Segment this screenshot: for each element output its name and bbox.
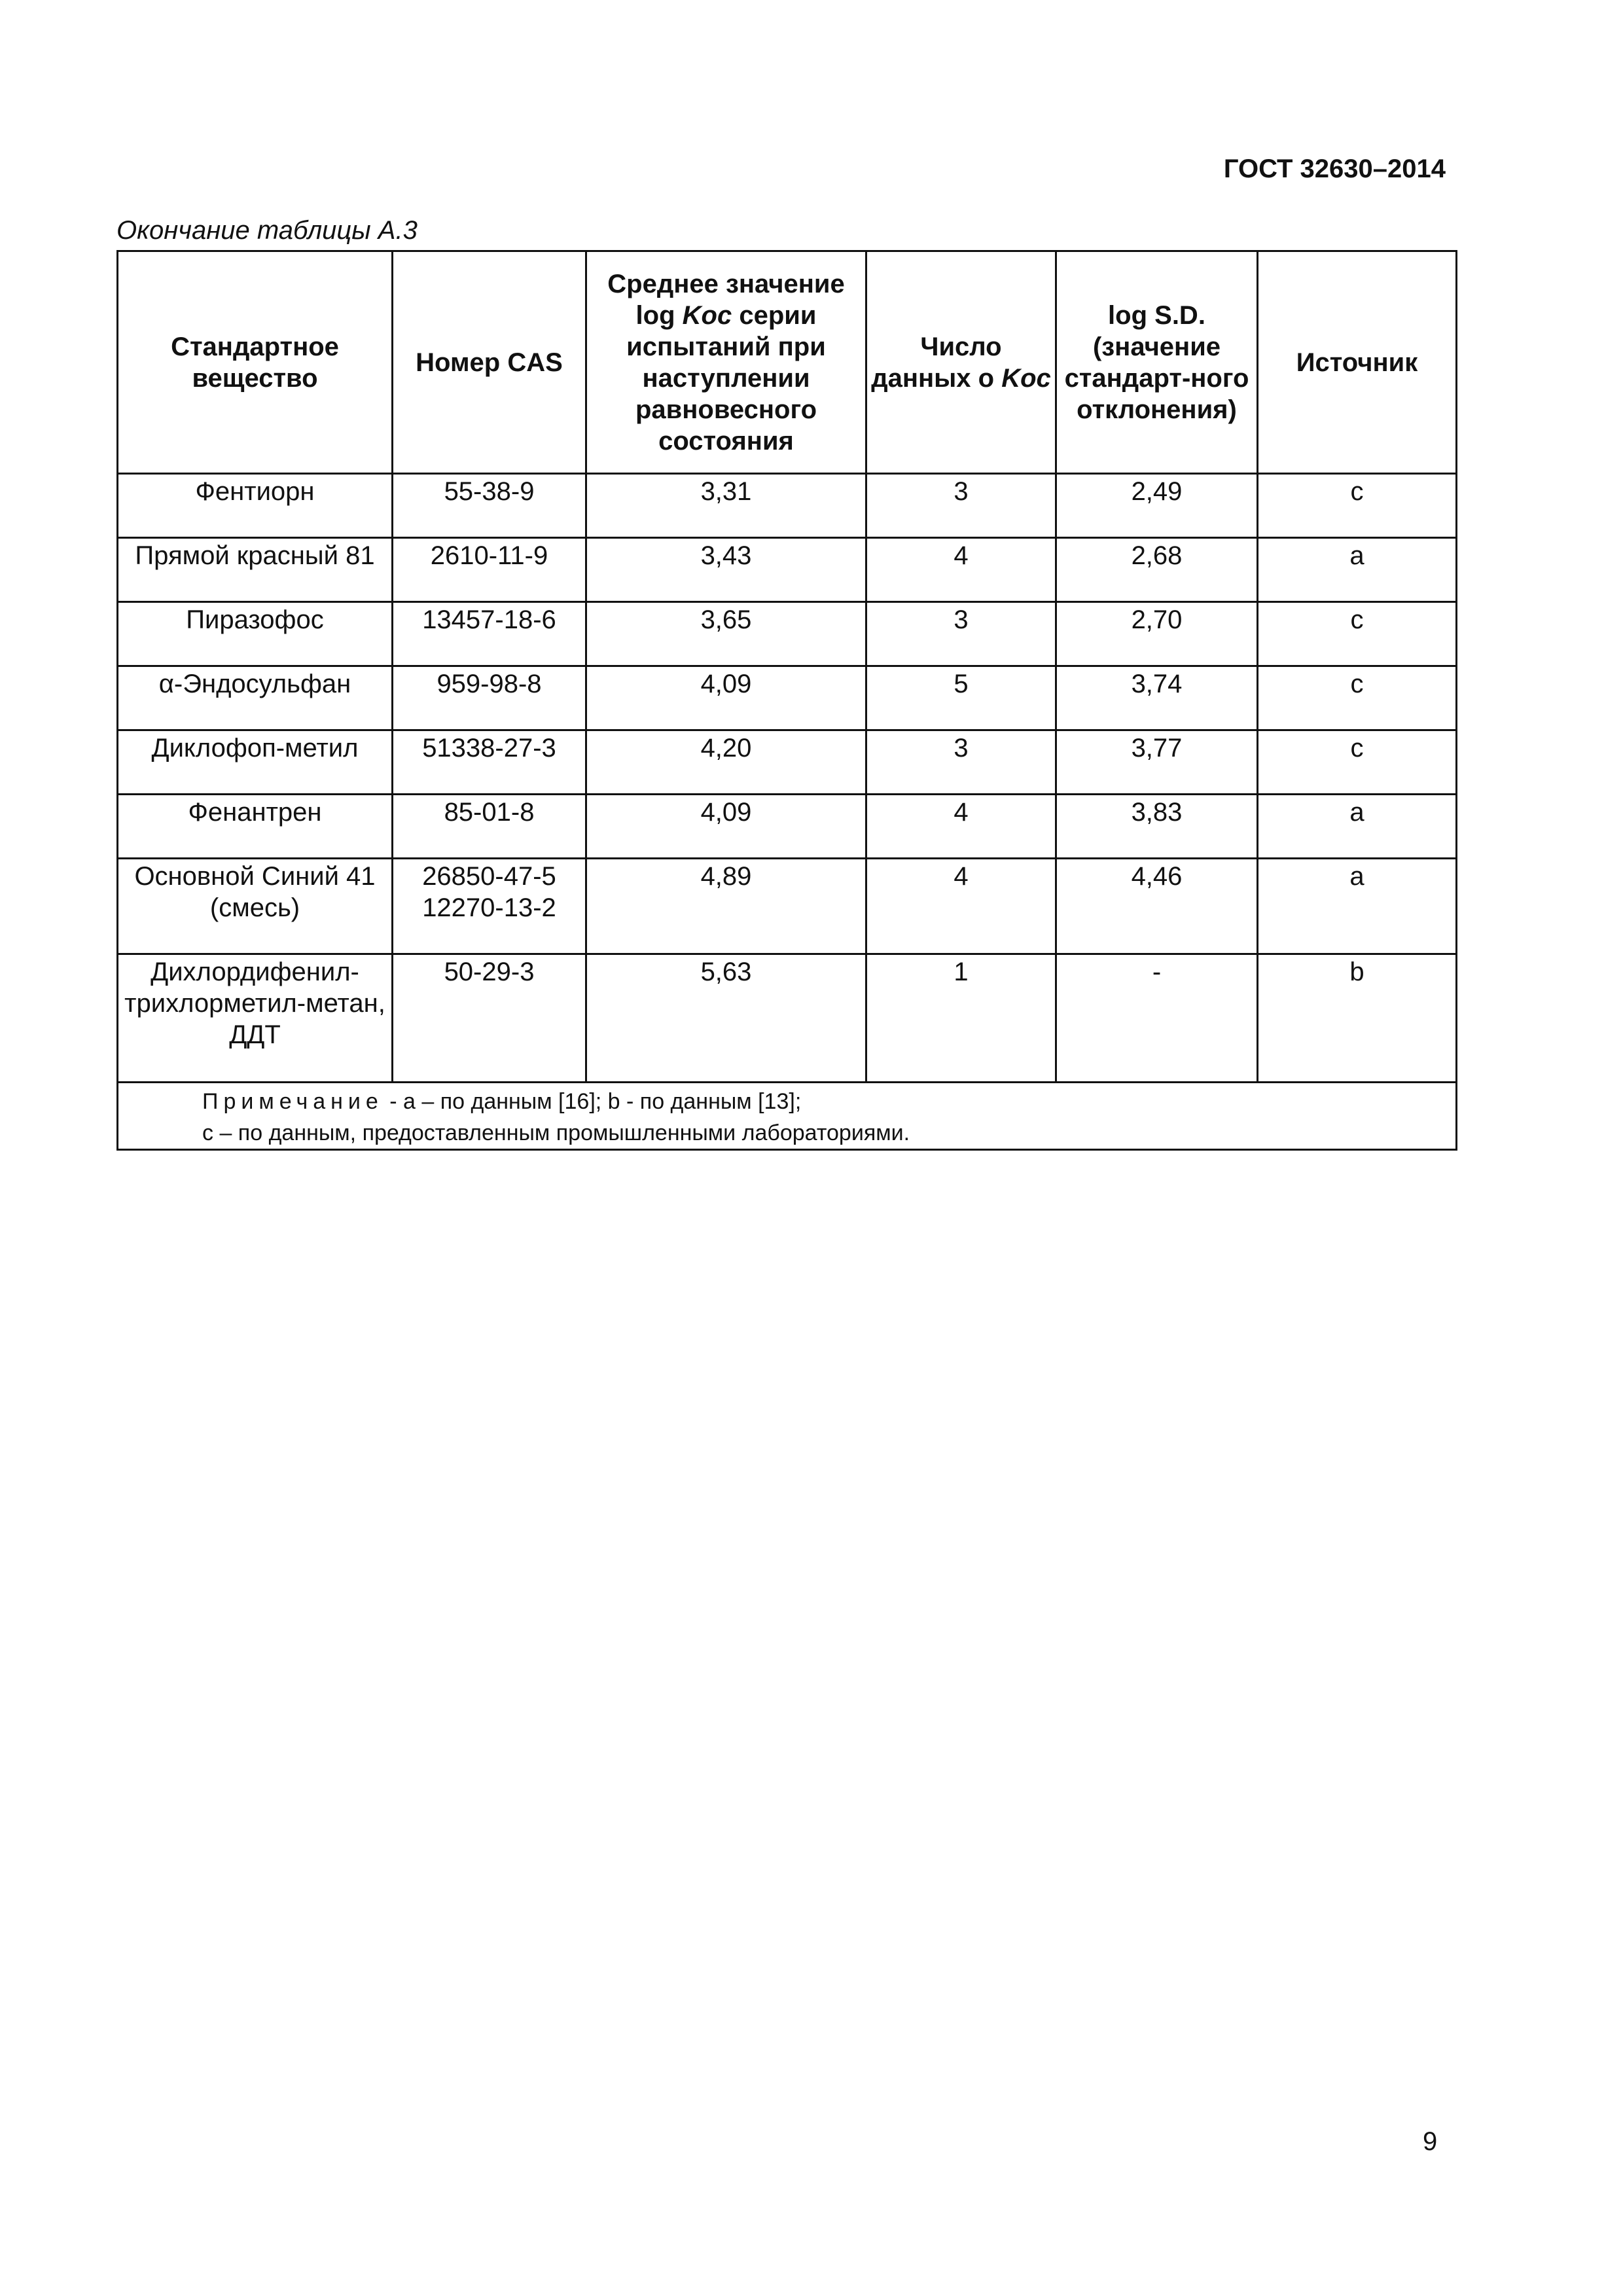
header-sd: log S.D. (значение стандарт-ного отклонения) xyxy=(1056,251,1258,474)
cell-substance: Дихлордифенил-трихлорметил-метан, ДДТ xyxy=(118,954,393,1083)
cell-substance: Фенантрен xyxy=(118,795,393,859)
cell-sd: 2,49 xyxy=(1056,474,1258,538)
data-table xyxy=(116,250,1457,1151)
cell-mean: 5,63 xyxy=(586,954,866,1083)
cell-count: 4 xyxy=(866,859,1056,954)
cell-count: 3 xyxy=(866,730,1056,795)
table-row xyxy=(118,859,1457,954)
cell-cas: 50-29-3 xyxy=(393,954,586,1083)
cell-source: a xyxy=(1258,859,1457,954)
cell-cas: 55-38-9 xyxy=(393,474,586,538)
table-row xyxy=(118,474,1457,538)
header-count-text: Число данных о xyxy=(871,332,1002,393)
cell-source: c xyxy=(1258,730,1457,795)
header-count-koc: Koc xyxy=(1001,363,1051,393)
cell-source: c xyxy=(1258,474,1457,538)
cell-count: 5 xyxy=(866,666,1056,730)
cell-substance: Фентиорн xyxy=(118,474,393,538)
cell-cas: 51338-27-3 xyxy=(393,730,586,795)
cell-mean: 4,20 xyxy=(586,730,866,795)
cell-sd: 3,83 xyxy=(1056,795,1258,859)
note-label: Примечание xyxy=(202,1089,383,1114)
header-count xyxy=(866,251,1056,474)
cell-cas: 959-98-8 xyxy=(393,666,586,730)
cell-source: a xyxy=(1258,795,1457,859)
table-row xyxy=(118,730,1457,795)
cell-cas: 2610-11-9 xyxy=(393,538,586,602)
cell-substance: Диклофоп-метил xyxy=(118,730,393,795)
header-source: Источник xyxy=(1258,251,1457,474)
cell-source: b xyxy=(1258,954,1457,1083)
cell-mean: 3,65 xyxy=(586,602,866,666)
cell-substance: Пиразофос xyxy=(118,602,393,666)
cell-sd: 3,77 xyxy=(1056,730,1258,795)
cell-mean: 4,09 xyxy=(586,666,866,730)
table-row xyxy=(118,795,1457,859)
cell-count: 3 xyxy=(866,474,1056,538)
cell-mean: 4,89 xyxy=(586,859,866,954)
header-mean-log: log xyxy=(635,300,683,330)
cell-count: 1 xyxy=(866,954,1056,1083)
cell-cas: 85-01-8 xyxy=(393,795,586,859)
document-code: ГОСТ 32630–2014 xyxy=(1223,154,1446,183)
cell-substance: α-Эндосульфан xyxy=(118,666,393,730)
table-header-row xyxy=(118,251,1457,474)
cell-source: c xyxy=(1258,666,1457,730)
header-substance: Стандартное вещество xyxy=(118,251,393,474)
table-row xyxy=(118,602,1457,666)
page-number: 9 xyxy=(1423,2127,1438,2156)
header-mean-line1: Среднее значение xyxy=(607,269,845,298)
cell-substance: Основной Синий 41 (смесь) xyxy=(118,859,393,954)
cell-substance: Прямой красный 81 xyxy=(118,538,393,602)
cell-count: 3 xyxy=(866,602,1056,666)
header-mean-rest: серии испытаний при наступлении равновесного состояния xyxy=(626,300,826,456)
table-caption: Окончание таблицы А.3 xyxy=(116,216,418,245)
cell-sd: 4,46 xyxy=(1056,859,1258,954)
table-note xyxy=(118,1083,1457,1150)
cell-sd: 2,68 xyxy=(1056,538,1258,602)
cell-sd: - xyxy=(1056,954,1258,1083)
cell-sd: 2,70 xyxy=(1056,602,1258,666)
table-row xyxy=(118,538,1457,602)
table-row xyxy=(118,954,1457,1083)
cell-cas: 26850-47-5 12270-13-2 xyxy=(393,859,586,954)
cell-cas: 13457-18-6 xyxy=(393,602,586,666)
note-line1: - a – по данным [16]; b - по данным [13]; xyxy=(383,1089,802,1114)
cell-count: 4 xyxy=(866,795,1056,859)
table-row xyxy=(118,666,1457,730)
cell-mean: 4,09 xyxy=(586,795,866,859)
cell-source: a xyxy=(1258,538,1457,602)
cell-count: 4 xyxy=(866,538,1056,602)
note-line2: c – по данным, предоставленным промышленными лабораториями. xyxy=(202,1121,910,1145)
cell-mean: 3,43 xyxy=(586,538,866,602)
header-mean-koc: Koc xyxy=(682,300,732,330)
cell-source: c xyxy=(1258,602,1457,666)
cell-sd: 3,74 xyxy=(1056,666,1258,730)
header-mean xyxy=(586,251,866,474)
header-cas: Номер CAS xyxy=(393,251,586,474)
cell-mean: 3,31 xyxy=(586,474,866,538)
table-note-row xyxy=(118,1083,1457,1150)
